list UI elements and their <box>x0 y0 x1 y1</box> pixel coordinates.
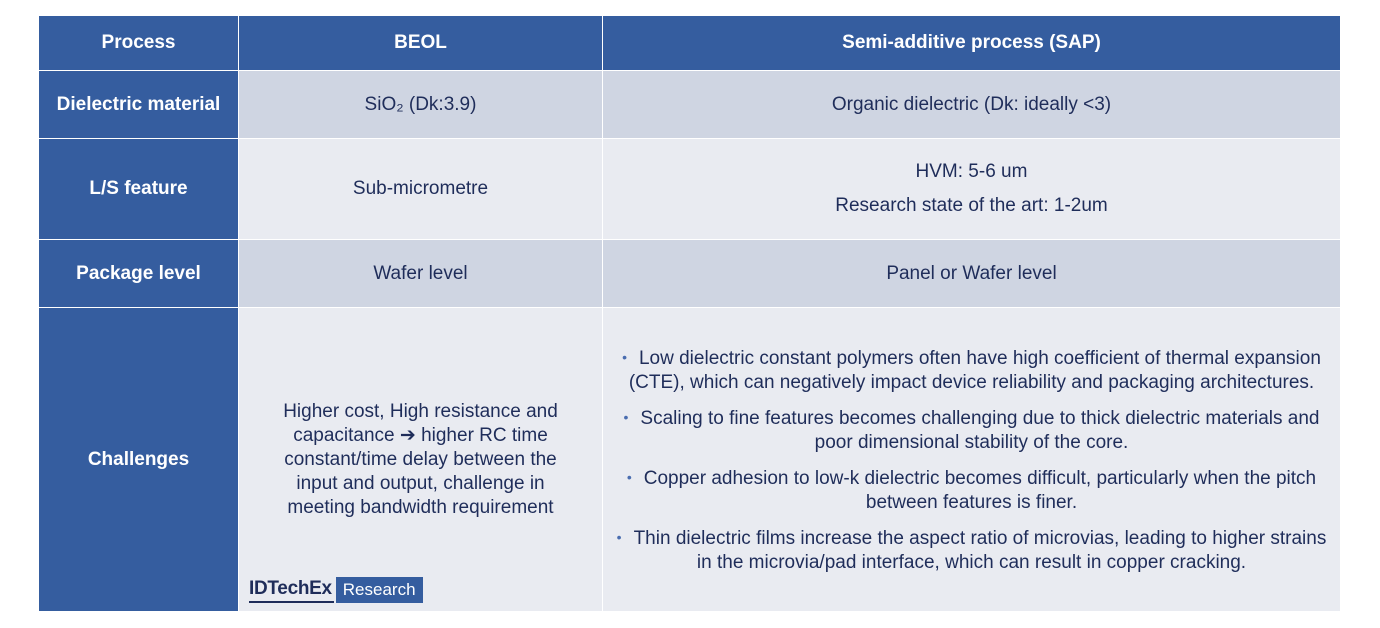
comparison-table-wrapper <box>38 15 1340 612</box>
table-row <box>39 139 1341 240</box>
sap-dielectric-cell <box>603 71 1341 139</box>
logo-sub-text: Research <box>336 577 423 603</box>
cell-text: Sub-micrometre <box>352 178 489 199</box>
cell-text: Higher cost, High resistance and capacitance ➔ higher RC time constant/time delay between the input and output, challenge in meeting bandwidth requirement <box>283 400 558 518</box>
cell-text: Panel or Wafer level <box>886 262 1057 284</box>
beol-package-cell <box>239 240 603 308</box>
bullet-dot-icon: • <box>626 468 632 485</box>
comparison-table <box>38 15 1341 612</box>
row-label-package-level: Package level <box>39 240 239 308</box>
cell-text: HVM: 5-6 um <box>915 161 1028 182</box>
table-row <box>39 308 1341 612</box>
list-item <box>613 525 1330 575</box>
header-process: Process <box>39 16 239 71</box>
sap-challenges-cell <box>603 308 1341 612</box>
bullet-text: Thin dielectric films increase the aspect ratio of microvias, leading to higher strains in the microvia/pad interface, which can result in copper cracking. <box>633 527 1327 573</box>
sap-package-cell <box>603 240 1341 308</box>
list-item <box>613 465 1330 515</box>
list-item <box>613 405 1330 455</box>
bullet-dot-icon: • <box>622 348 627 365</box>
sap-ls-cell <box>603 139 1341 240</box>
logo-main-text: IDTechEx <box>249 577 334 603</box>
list-item <box>613 345 1330 395</box>
row-label-dielectric-material: Dielectric material <box>39 71 239 139</box>
bullet-text: Copper adhesion to low-k dielectric becomes difficult, particularly when the pitch between features is finer. <box>643 467 1317 513</box>
row-label-ls-feature: L/S feature <box>39 139 239 240</box>
cell-text: Organic dielectric (Dk: ideally <3) <box>831 93 1112 115</box>
idtechex-logo <box>249 577 423 603</box>
header-beol: BEOL <box>239 16 603 71</box>
cell-text: SiO₂ (Dk:3.9) <box>364 93 477 115</box>
table-row <box>39 240 1341 308</box>
bullet-text: Low dielectric constant polymers often have high coefficient of thermal expansion (CTE), which can negatively impact device reliability and packaging architectures. <box>628 347 1321 393</box>
bullet-dot-icon: • <box>616 528 622 545</box>
beol-dielectric-cell <box>239 71 603 139</box>
cell-text: Wafer level <box>373 262 468 284</box>
row-label-challenges: Challenges <box>39 308 239 612</box>
beol-challenges-cell <box>239 308 603 612</box>
table-row <box>39 71 1341 139</box>
header-row <box>39 16 1341 71</box>
bullet-dot-icon: • <box>623 408 629 425</box>
header-sap: Semi-additive process (SAP) <box>603 16 1341 71</box>
bullet-text: Scaling to fine features becomes challenging due to thick dielectric materials and poor dimensional stability of the core. <box>640 407 1320 453</box>
cell-text: Research state of the art: 1-2um <box>835 195 1108 216</box>
beol-ls-cell <box>239 139 603 240</box>
challenges-bullet-list <box>613 345 1330 575</box>
